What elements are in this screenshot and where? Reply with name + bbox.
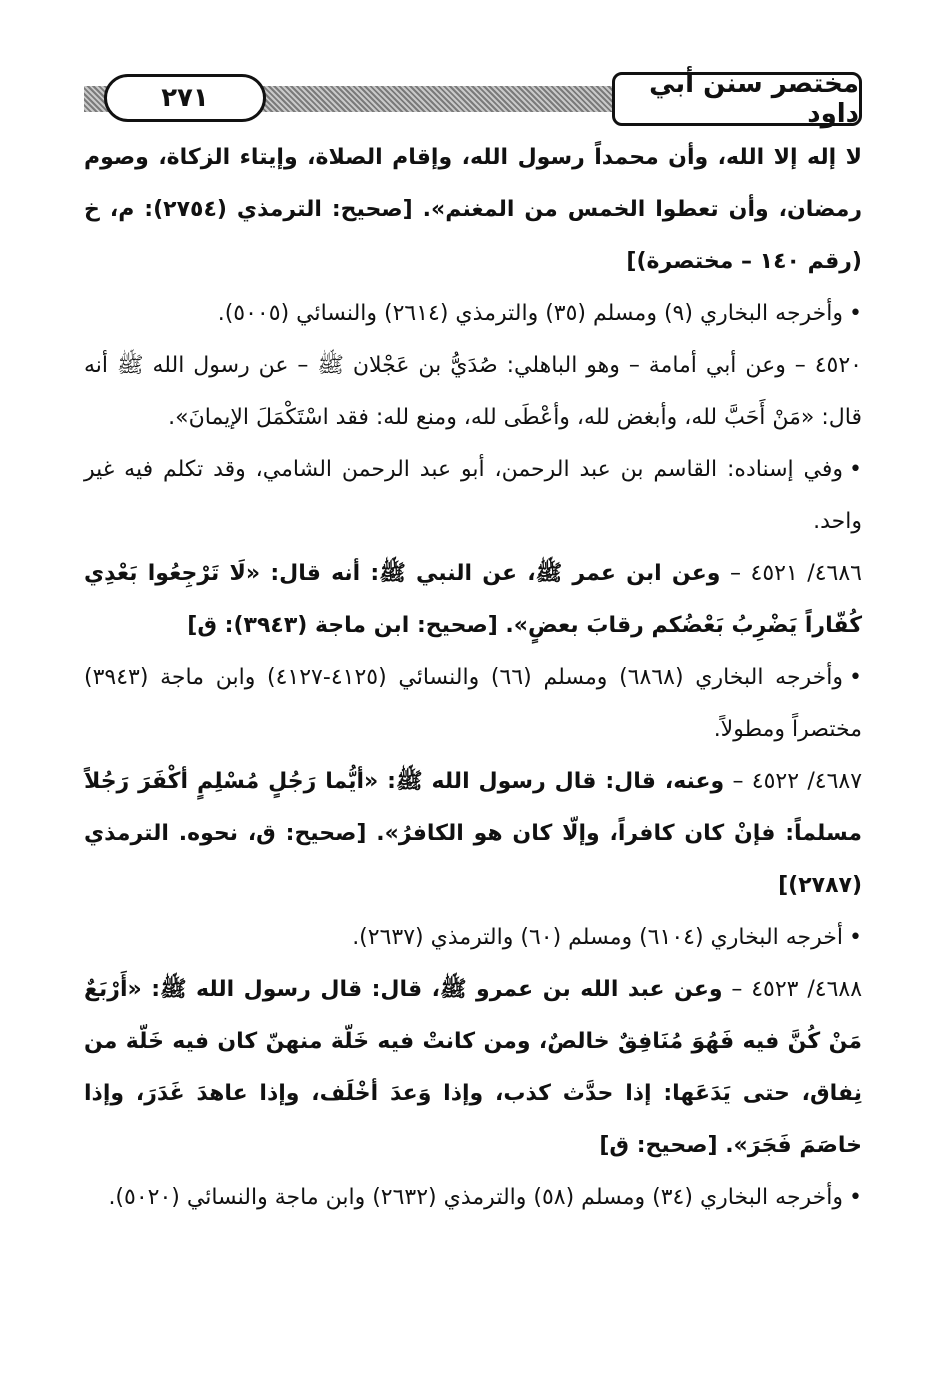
bullet-icon: • xyxy=(849,665,862,690)
takhrij-note xyxy=(84,912,862,964)
hadith-4687 xyxy=(84,756,862,912)
hadith-number: ٤٦٨٨/ ٤٥٢٣ – xyxy=(731,977,863,1002)
note-text: وأخرجه البخاري (٩) ومسلم (٣٥) والترمذي (٢٦١٤) والنسائي (٥٠٠٥). xyxy=(217,301,844,326)
bullet-icon: • xyxy=(849,457,862,482)
page-body xyxy=(84,132,862,1224)
hadith-4520 xyxy=(84,340,862,444)
takhrij-note xyxy=(84,1172,862,1224)
book-title: مختصر سنن أبي داود xyxy=(612,72,862,126)
page-header xyxy=(84,69,862,132)
continued-hadith-text: لا إله إلا الله، وأن محمداً رسول الله، وإقام الصلاة، وإيتاء الزكاة، وصوم رمضان، وأن تعطوا الخمس من المغنم». [صحيح: الترمذي (٢٧٥٤): م، خ (رقم ١٤٠ – مختصرة)] xyxy=(84,145,862,274)
note-text: وفي إسناده: القاسم بن عبد الرحمن، أبو عبد الرحمن الشامي، وقد تكلم فيه غير واحد. xyxy=(84,457,862,534)
isnad-note xyxy=(84,444,862,548)
hadith-text: وعن أبي أمامة – وهو الباهلي: صُدَيُّ بن عَجْلان ﷺ – عن رسول الله ﷺ أنه قال: «مَنْ أَحَبَّ لله، وأبغض لله، وأعْطَى لله، ومنع لله: فقد اسْتَكْمَلَ الإيمانَ». xyxy=(84,353,862,430)
hadith-number: ٤٦٨٧/ ٤٥٢٢ – xyxy=(732,769,863,794)
note-text: وأخرجه البخاري (٦٨٦٨) ومسلم (٦٦) والنسائي (٤١٢٥-٤١٢٧) وابن ماجة (٣٩٤٣) مختصراً ومطولاً. xyxy=(84,665,862,742)
bullet-icon: • xyxy=(849,925,862,950)
takhrij-note xyxy=(84,288,862,340)
note-text: وأخرجه البخاري (٣٤) ومسلم (٥٨) والترمذي (٢٦٣٢) وابن ماجة والنسائي (٥٠٢٠). xyxy=(108,1185,844,1210)
bullet-icon: • xyxy=(849,301,862,326)
hadith-text: وعنه، قال: قال رسول الله ﷺ: «أيُّما رَجُلٍ مُسْلِمٍ أكْفَرَ رَجُلاً مسلماً: فإنْ كان كافراً، وإلّا كان هو الكافرُ». [صحيح: ق، نحوه. الترمذي (٢٧٨٧)] xyxy=(84,769,862,898)
note-text: أخرجه البخاري (٦١٠٤) ومسلم (٦٠) والترمذي (٢٦٣٧). xyxy=(352,925,844,950)
hadith-text: وعن عبد الله بن عمرو ﷺ، قال: قال رسول الله ﷺ: «أَرْبَعٌ مَنْ كُنَّ فيه فَهُوَ مُنَافِقٌ خالصٌ، ومن كانتْ فيه خَلّة منهنّ كان فيه خَلّة من نِفاق، حتى يَدَعَها: إذا حدَّث كذب، وإذا وَعدَ أخْلَف، وإذا عاهدَ غَدَرَ، وإذا خاصَمَ فَجَرَ». [صحيح: ق] xyxy=(84,977,862,1158)
hadith-4686 xyxy=(84,548,862,652)
hadith-number: ٤٥٢٠ – xyxy=(794,353,862,378)
hadith-number: ٤٦٨٦/ ٤٥٢١ – xyxy=(729,561,862,586)
bullet-icon: • xyxy=(849,1185,862,1210)
page-number: ٢٧١ xyxy=(104,74,266,122)
hadith-text: وعن ابن عمر ﷺ، عن النبي ﷺ: أنه قال: «لَا تَرْجِعُوا بَعْدِي كُفّاراً يَضْرِبُ بَعْضُكم رقابَ بعضٍ». [صحيح: ابن ماجة (٣٩٤٣): ق] xyxy=(84,561,862,638)
takhrij-note xyxy=(84,652,862,756)
hadith-4688 xyxy=(84,964,862,1172)
